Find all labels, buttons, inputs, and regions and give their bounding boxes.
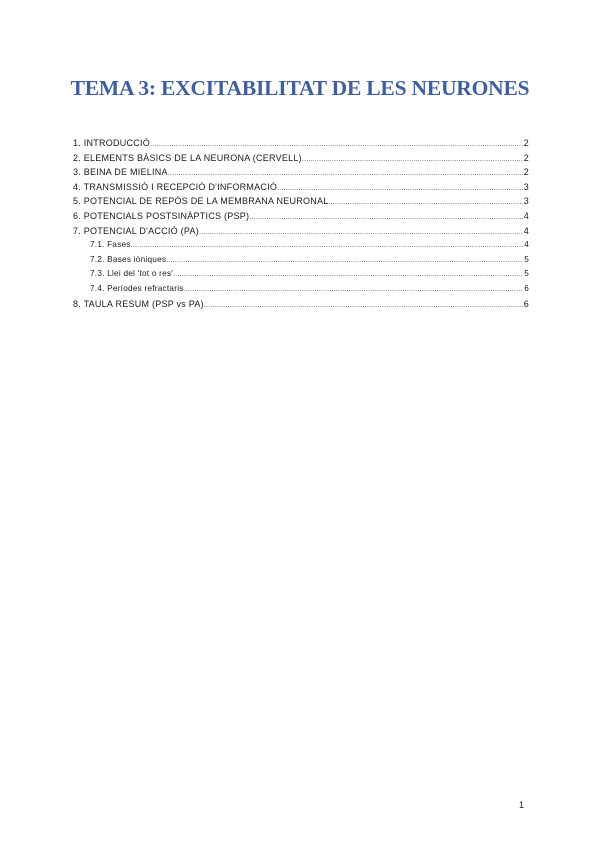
toc-entry-page: 4 bbox=[523, 210, 529, 221]
toc-entry-label: 8. TAULA RESUM (PSP vs PA) bbox=[73, 298, 204, 309]
toc-entry-page: 2 bbox=[523, 167, 529, 178]
table-of-contents bbox=[73, 138, 529, 313]
toc-entry-label: 4. TRANSMISSIÓ I RECEPCIÓ D'INFORMACIÓ bbox=[73, 181, 278, 192]
toc-dot-leader bbox=[302, 156, 523, 163]
toc-entry-beina-mielina[interactable] bbox=[73, 167, 529, 182]
toc-dot-leader bbox=[150, 141, 523, 148]
page-number: 1 bbox=[519, 800, 525, 810]
toc-entry-page: 5 bbox=[524, 254, 529, 264]
toc-entry-fases[interactable] bbox=[73, 240, 529, 255]
toc-dot-leader bbox=[328, 199, 522, 206]
toc-dot-leader bbox=[166, 257, 523, 264]
toc-entry-page: 2 bbox=[523, 152, 529, 163]
toc-entry-label: 5. POTENCIAL DE REPÒS DE LA MEMBRANA NEURONAL bbox=[73, 196, 329, 207]
toc-entry-introduccio[interactable] bbox=[73, 138, 529, 153]
toc-entry-periodes-refractaris[interactable] bbox=[73, 284, 529, 299]
toc-entry-page: 6 bbox=[523, 298, 529, 309]
toc-entry-potencial-repos[interactable] bbox=[73, 196, 529, 211]
toc-entry-page: 4 bbox=[524, 240, 529, 250]
toc-entry-label: 7.1. Fases bbox=[90, 240, 131, 250]
toc-entry-label: 6. POTENCIALS POSTSINÀPTICS (PSP) bbox=[73, 210, 250, 221]
toc-dot-leader bbox=[184, 286, 524, 293]
toc-entry-page: 5 bbox=[524, 269, 529, 279]
toc-entry-label: 2. ELEMENTS BÀSICS DE LA NEURONA (CERVELL) bbox=[73, 152, 302, 163]
toc-entry-page: 3 bbox=[523, 181, 529, 192]
toc-dot-leader bbox=[173, 271, 523, 278]
toc-dot-leader bbox=[249, 214, 522, 221]
toc-entry-transmissio[interactable] bbox=[73, 182, 529, 197]
toc-dot-leader bbox=[199, 229, 523, 236]
toc-entry-bases-ioniques[interactable] bbox=[73, 255, 529, 270]
toc-entry-page: 4 bbox=[523, 225, 529, 236]
toc-entry-potencial-accio[interactable] bbox=[73, 226, 529, 241]
page-title: TEMA 3: EXCITABILITAT DE LES NEURONES bbox=[70, 76, 530, 100]
toc-entry-label: 7.4. Períodes refractaris bbox=[90, 283, 184, 293]
toc-entry-label: 7.2. Bases iòniques bbox=[90, 254, 167, 264]
toc-entry-psp[interactable] bbox=[73, 211, 529, 226]
toc-dot-leader bbox=[204, 302, 523, 309]
toc-entry-llei-tot-o-res[interactable] bbox=[73, 269, 529, 284]
toc-entry-page: 6 bbox=[524, 283, 529, 293]
toc-entry-elements-basics[interactable] bbox=[73, 153, 529, 168]
toc-dot-leader bbox=[131, 242, 523, 249]
toc-entry-label: 1. INTRODUCCIÓ bbox=[73, 138, 151, 148]
toc-entry-page: 2 bbox=[523, 138, 529, 148]
toc-entry-label: 3. BEINA DE MIELINA bbox=[73, 167, 168, 178]
toc-entry-label: 7.3. Llei del 'tot o res' bbox=[90, 269, 174, 279]
toc-entry-label: 7. POTENCIAL D'ACCIÓ (PA) bbox=[73, 225, 199, 236]
toc-dot-leader bbox=[277, 185, 523, 192]
toc-entry-page: 3 bbox=[523, 196, 529, 207]
toc-dot-leader bbox=[168, 170, 523, 177]
toc-entry-taula-resum[interactable] bbox=[73, 299, 529, 314]
